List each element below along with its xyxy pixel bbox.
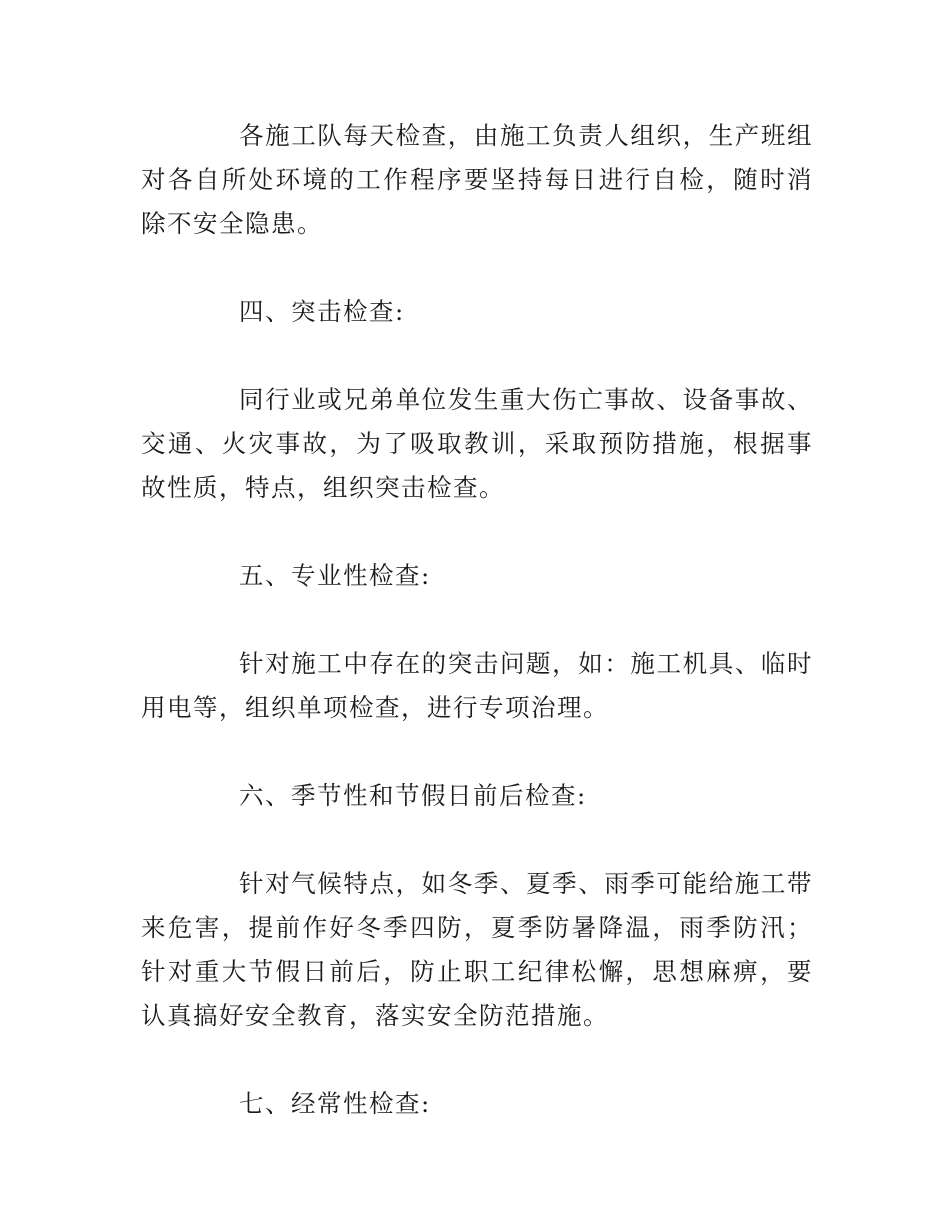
heading-seasonal-inspection: 六、季节性和节假日前后检查: [239,781,587,810]
heading-professional-inspection: 五、专业性检查: [239,561,431,590]
document-body [141,114,813,1170]
paragraph-seasonal-inspection: 针对气候特点，如冬季、夏季、雨季可能给施工带来危害，提前作好冬季四防，夏季防暑降温，雨季防汛；针对重大节假日前后，防止职工纪律松懈，思想麻痹，要认真搞好安全教育，落实安全防范措施。 [141,869,813,1030]
paragraph-surprise-inspection: 同行业或兄弟单位发生重大伤亡事故、设备事故、交通、火灾事故，为了吸取教训，采取预防措施，根据事故性质，特点，组织突击检查。 [141,385,813,502]
heading-surprise-inspection: 四、突击检查: [239,297,405,326]
paragraph-daily-inspection: 各施工队每天检查，由施工负责人组织，生产班组对各自所处环境的工作程序要坚持每日进行自检，随时消除不安全隐患。 [141,121,813,238]
heading-regular-inspection: 七、经常性检查: [239,1089,431,1118]
paragraph-professional-inspection: 针对施工中存在的突击问题，如：施工机具、临时用电等，组织单项检查，进行专项治理。 [141,649,813,722]
